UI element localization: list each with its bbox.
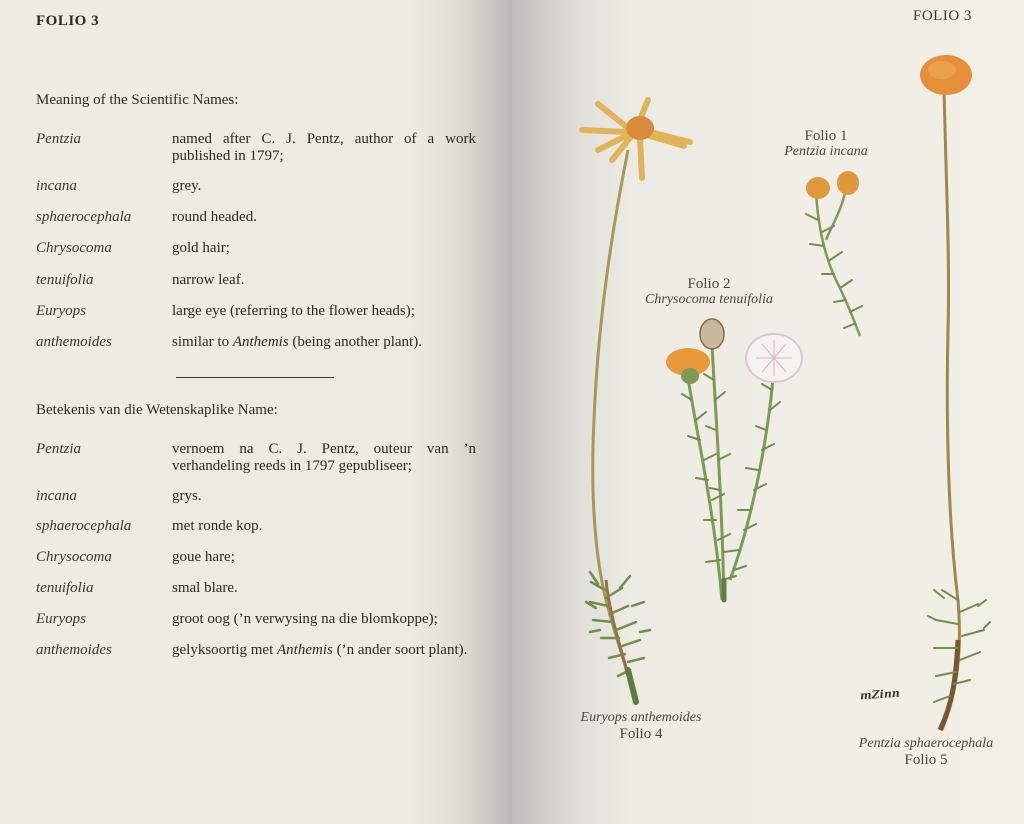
plate-caption-folio-1 — [766, 128, 886, 160]
caption-folio: Folio 2 — [687, 276, 731, 292]
gloss-definition: grys. — [172, 488, 202, 504]
gloss-definition: gold hair; — [172, 240, 230, 256]
gloss-term: Chrysocoma — [36, 549, 112, 565]
gloss-definition: named after C. J. Pentz, author of a work published in 1797; — [172, 131, 476, 164]
gloss-term: Euryops — [36, 611, 86, 627]
gloss-definition: large eye (referring to the flower heads); — [172, 303, 415, 319]
folio-header-left: FOLIO 3 — [36, 13, 100, 29]
gloss-term: sphaerocephala — [36, 209, 132, 225]
caption-species: Euryops anthemoides — [580, 710, 702, 725]
gloss-term: Pentzia — [36, 131, 81, 147]
gloss-term: anthemoides — [36, 334, 112, 350]
gloss-definition: vernoem na C. J. Pentz, outeur van ’n verhandeling reeds in 1797 gepubliseer; — [172, 441, 476, 474]
euryops-anthemoides-illustration — [582, 100, 690, 702]
gloss-term: tenuifolia — [36, 272, 94, 288]
caption-species: Chrysocoma tenuifolia — [645, 292, 773, 307]
gloss-definition: round headed. — [172, 209, 257, 225]
caption-folio: Folio 4 — [619, 726, 663, 742]
gloss-definition: groot oog (’n verwysing na die blomkoppe); — [172, 611, 438, 627]
definition-text: (being another plant). — [288, 334, 422, 350]
gloss-term: tenuifolia — [36, 580, 94, 596]
pentzia-incana-illustration — [806, 171, 862, 336]
folio-header-right: FOLIO 3 — [913, 8, 972, 24]
gloss-term: Euryops — [36, 303, 86, 319]
gloss-definition: grey. — [172, 178, 202, 194]
afrikaans-heading: Betekenis van die Wetenskaplike Name: — [36, 402, 278, 418]
definition-text: (’n ander soort plant). — [332, 642, 468, 658]
gloss-term: incana — [36, 488, 77, 504]
caption-folio: Folio 5 — [904, 752, 948, 768]
english-heading: Meaning of the Scientific Names: — [36, 92, 239, 108]
gloss-term: sphaerocephala — [36, 518, 132, 534]
definition-text: gelyksoortig met — [172, 642, 277, 658]
artist-signature: mZinn — [859, 686, 901, 703]
definition-text: similar to — [172, 334, 233, 350]
gloss-term: anthemoides — [36, 642, 112, 658]
plate-caption-folio-4 — [566, 710, 716, 742]
chrysocoma-tenuifolia-illustration — [666, 319, 802, 600]
definition-italic: Anthemis — [232, 334, 289, 350]
gloss-term: Pentzia — [36, 441, 81, 457]
caption-species: Pentzia sphaerocephala — [858, 736, 994, 751]
caption-species: Pentzia incana — [784, 144, 868, 159]
gloss-term: incana — [36, 178, 77, 194]
gloss-definition: met ronde kop. — [172, 518, 263, 534]
gloss-term: Chrysocoma — [36, 240, 112, 256]
plate-caption-folio-5 — [836, 736, 1016, 768]
plate-caption-folio-2 — [624, 276, 794, 308]
gloss-definition: goue hare; — [172, 549, 235, 565]
gloss-definition: smal blare. — [172, 580, 238, 596]
pentzia-sphaerocephala-illustration — [920, 55, 990, 730]
caption-folio: Folio 1 — [804, 128, 848, 144]
gloss-definition: narrow leaf. — [172, 272, 245, 288]
definition-italic: Anthemis — [277, 642, 333, 658]
